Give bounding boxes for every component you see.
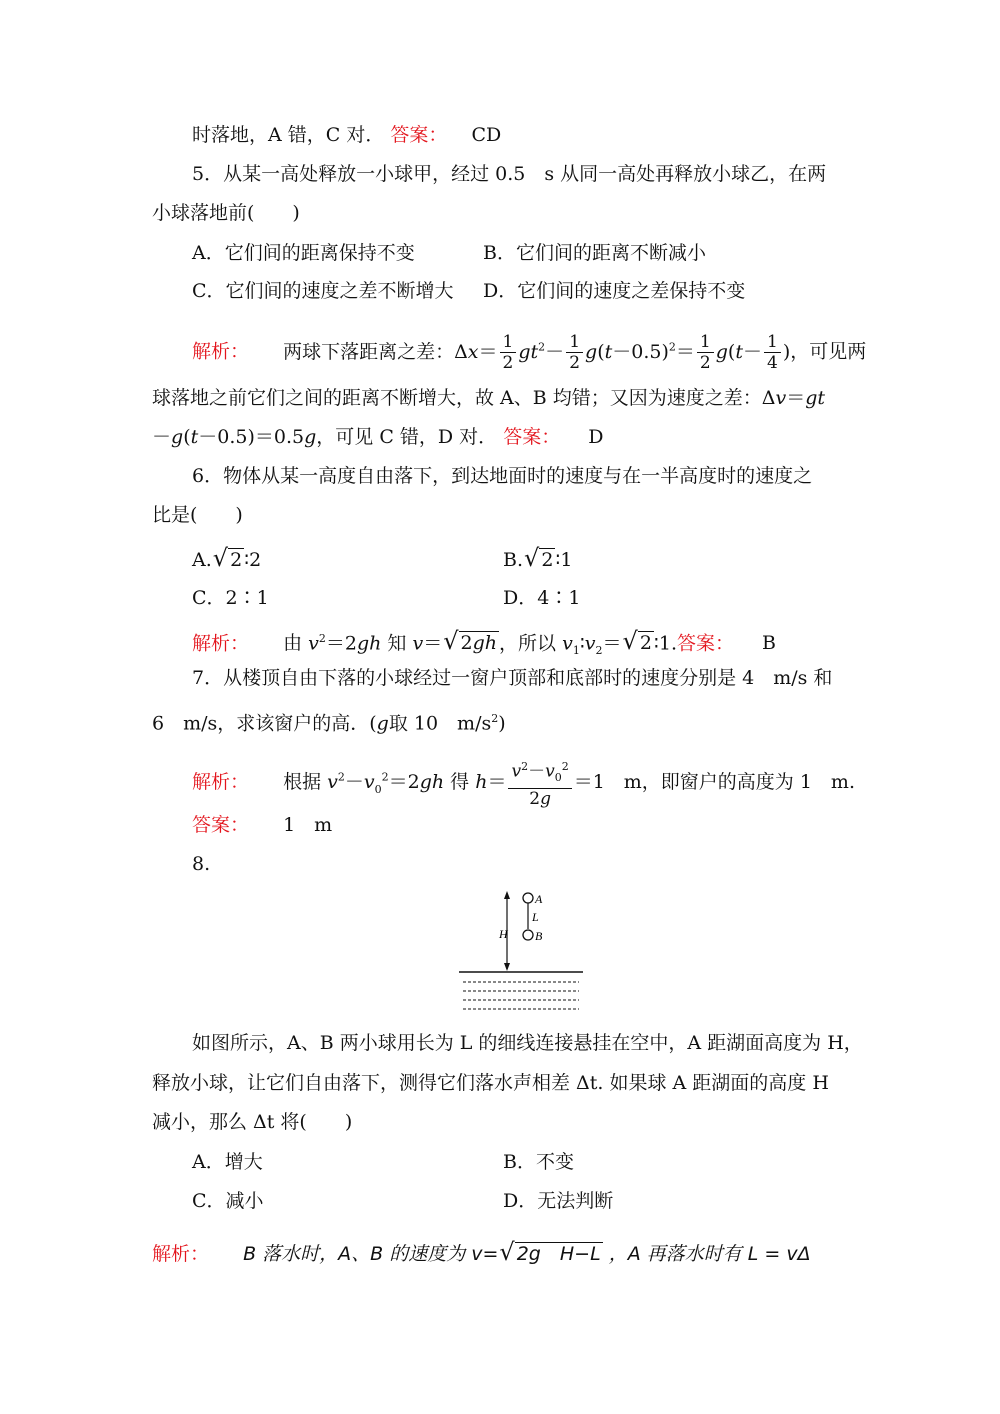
q7-answer — [192, 812, 332, 838]
q7-answer-label: 答案： — [192, 814, 250, 836]
q5-solution-line3-tail: ，可见 C 错，D 对． — [316, 426, 498, 448]
string-l-label: L — [532, 910, 539, 924]
q6-option-a-prefix: A. — [192, 549, 212, 571]
q5-solution-line3: －g(t－0.5)＝0.5g，可见 C 错，D 对． 答案： D — [152, 426, 604, 448]
arrow-up-head — [504, 891, 510, 899]
q8-sol-a: B 落水时，A、B 的速度为 v= — [243, 1243, 499, 1265]
q6-option-a-suffix: ∶2 — [244, 549, 262, 571]
q6-option-b-suffix: ∶1 — [555, 549, 573, 571]
q5-formula: x＝ $\frac{1}{2}$ $gt^2-$ $\frac{1}{2}$ $g(t-0.5)^2=$ $\frac{1}{2}$ g(t－ $\frac{1}{4}$ ) — [467, 332, 791, 373]
q5-solution-line2-text: 球落地之前它们之间的距离不断增大，故 A、B 均错；又因为速度之差：Δ — [152, 387, 776, 409]
q5-solution-intro: 两球下落距离之差：Δ — [283, 340, 468, 363]
q6-answer-value: B — [762, 632, 777, 655]
q7-sol-b: 得 — [450, 771, 470, 794]
ball-a — [523, 893, 533, 903]
q7-line2-c: ) — [498, 712, 506, 735]
q6-sol-a: 由 — [283, 632, 303, 655]
q5-option-a: A．它们间的距离保持不变 — [192, 242, 415, 264]
q7-line2-a: 6 m/s，求该窗户的高．( — [152, 712, 377, 735]
q8-stem-line3: 减小，那么 Δt 将( ) — [152, 1111, 353, 1133]
q8-solution: 解析： B 落水时，A、B 的速度为 v=√ 2g H−L ，A 再落水时有 L = vΔ — [152, 1238, 811, 1266]
q6-option-b: B.√ 2 ∶1 — [503, 544, 573, 572]
answer-value: CD — [471, 124, 502, 146]
q6-sol-d: ∶1. — [653, 632, 677, 655]
q7-stem-line1: 7．从楼顶自由下落的小球经过一窗户顶部和底部时的速度分别是 4 m/s 和 — [192, 667, 833, 689]
ball-b-label: B — [535, 929, 543, 943]
q5-option-b: B．它们间的距离不断减小 — [483, 242, 706, 264]
q8-sol-radicand: 2g H−L — [516, 1243, 601, 1265]
q5-jiexi-label: 解析： — [192, 340, 250, 363]
q7-solution: 解析： 根据 $v^2-v_0^2=2gh$ 得 h＝ $\frac{v^2-v_0^2}{2g}$ ＝1 m，即窗户的高度为 1 m. — [192, 757, 855, 809]
q6-answer-label: 答案： — [676, 632, 734, 655]
q8-option-c: C．减小 — [192, 1190, 264, 1212]
q5-solution-tail: ，可见两 — [790, 340, 867, 363]
q8-option-d: D．无法判断 — [503, 1190, 614, 1212]
q7-stem-line2: 6 m/s，求该窗户的高．(g取 10 $m/s^2$) — [152, 712, 506, 735]
q5-solution-line1 — [192, 332, 866, 373]
q6-option-b-prefix: B. — [503, 549, 524, 571]
q5-answer-label: 答案： — [503, 426, 561, 448]
arrow-down-head — [504, 963, 510, 971]
q6-option-c: C．2∶1 — [192, 587, 269, 609]
q6-sol-c: ，所以 — [499, 632, 557, 655]
ball-b — [523, 930, 533, 940]
q5-stem-line1: 5．从某一高处释放一小球甲，经过 0.5 s 从同一高处再释放小球乙，在两 — [192, 163, 827, 185]
q7-sol-c: ＝1 m，即窗户的高度为 1 m. — [573, 771, 855, 794]
q5-stem-line2: 小球落地前( ) — [152, 202, 300, 224]
q5-solution-line2: 球落地之前它们之间的距离不断增大，故 A、B 均错；又因为速度之差：Δv＝gt — [152, 387, 826, 409]
top-text: 时落地，A 错，C 对． — [192, 124, 385, 146]
height-label: H — [499, 927, 508, 941]
q8-option-a: A．增大 — [192, 1151, 263, 1173]
q7-answer-value: 1 m — [283, 814, 333, 836]
q8-number: 8. — [192, 853, 211, 875]
q8-figure — [455, 885, 590, 1015]
answer-label: 答案： — [390, 124, 448, 146]
q6-jiexi-label: 解析： — [192, 632, 250, 655]
q8-stem-line1: 如图所示，A、B 两小球用长为 L 的细线连接悬挂在空中，A 距湖面高度为 H， — [192, 1032, 863, 1054]
q6-stem-line1: 6．物体从某一高度自由落下，到达地面时的速度与在一半高度时的速度之 — [192, 465, 813, 487]
q5-option-c: C．它们间的速度之差不断增大 — [192, 280, 454, 302]
ball-a-label: A — [535, 892, 543, 906]
q7-line2-b: 取 10 m/s — [388, 712, 492, 735]
q7-jiexi-label: 解析： — [192, 771, 250, 794]
q8-stem-line2: 释放小球，让它们自由落下，测得它们落水声相差 Δt. 如果球 A 距湖面的高度 H — [152, 1072, 829, 1094]
q6-solution: 解析： 由 $v^2=2gh$ 知 v＝√ 2gh ，所以 $v_1∶v_2=√$ 2 ∶1.答案： B — [192, 627, 777, 658]
q6-option-a: A.√ 2 ∶2 — [192, 544, 262, 572]
q5-option-d: D．它们间的速度之差保持不变 — [483, 280, 746, 302]
q8-sol-b: ，A 再落水时有 L = vΔ — [608, 1243, 811, 1265]
q8-option-b: B．不变 — [503, 1151, 574, 1173]
q8-jiexi-label: 解析： — [152, 1243, 210, 1265]
q7-sol-a: 根据 — [283, 771, 322, 794]
top-line — [192, 122, 501, 148]
q6-stem-line2: 比是( ) — [152, 504, 243, 526]
q5-answer-value: D — [588, 426, 604, 448]
q6-sol-b: 知 — [387, 632, 407, 655]
q6-option-d: D．4∶1 — [503, 587, 581, 609]
